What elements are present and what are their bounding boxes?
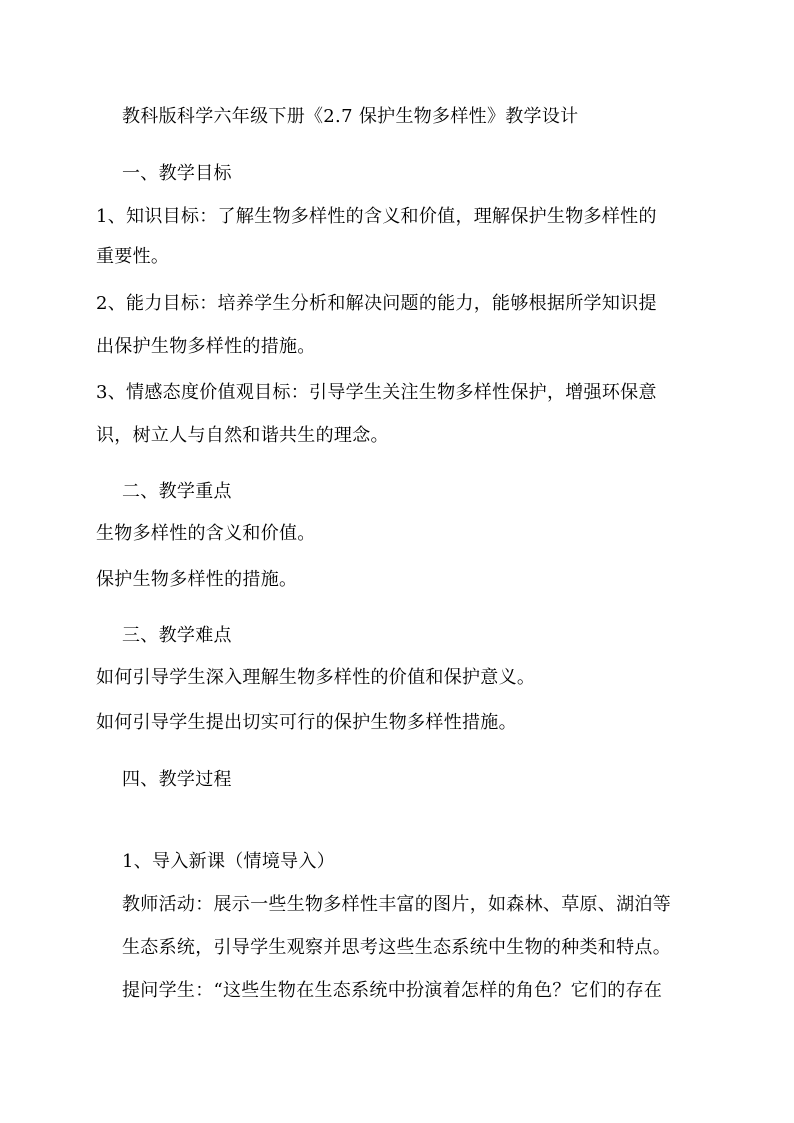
process-line-3: 提问学生：“这些生物在生态系统中扮演着怎样的角色？它们的存在	[122, 980, 663, 1001]
key-point-2: 保护生物多样性的措施。	[96, 569, 298, 590]
process-line-1: 教师活动：展示一些生物多样性丰富的图片，如森林、草原、湖泊等	[122, 894, 671, 915]
key-point-1: 生物多样性的含义和价值。	[96, 523, 316, 544]
process-line-2: 生态系统，引导学生观察并思考这些生态系统中生物的种类和特点。	[122, 937, 671, 958]
difficulty-2: 如何引导学生提出切实可行的保护生物多样性措施。	[96, 712, 517, 733]
section-heading-difficulties: 三、教学难点	[122, 625, 232, 646]
objective-2-line-1: 2、能力目标：培养学生分析和解决问题的能力，能够根据所学知识提	[96, 293, 657, 314]
section-heading-key-points: 二、教学重点	[122, 481, 232, 502]
process-subheading: 1、导入新课（情境导入）	[122, 851, 336, 872]
objective-1-line-1: 1、知识目标：了解生物多样性的含义和价值，理解保护生物多样性的	[96, 206, 657, 227]
section-heading-process: 四、教学过程	[122, 769, 232, 790]
objective-1-line-2: 重要性。	[96, 246, 170, 267]
objective-3-line-2: 识，树立人与自然和谐共生的理念。	[96, 425, 389, 446]
objective-2-line-2: 出保护生物多样性的措施。	[96, 336, 316, 357]
section-heading-objectives: 一、教学目标	[122, 163, 232, 184]
objective-3-line-1: 3、情感态度价值观目标：引导学生关注生物多样性保护，增强环保意	[96, 382, 657, 403]
document-title: 教科版科学六年级下册《2.7 保护生物多样性》教学设计	[122, 106, 579, 127]
difficulty-1: 如何引导学生深入理解生物多样性的价值和保护意义。	[96, 667, 536, 688]
